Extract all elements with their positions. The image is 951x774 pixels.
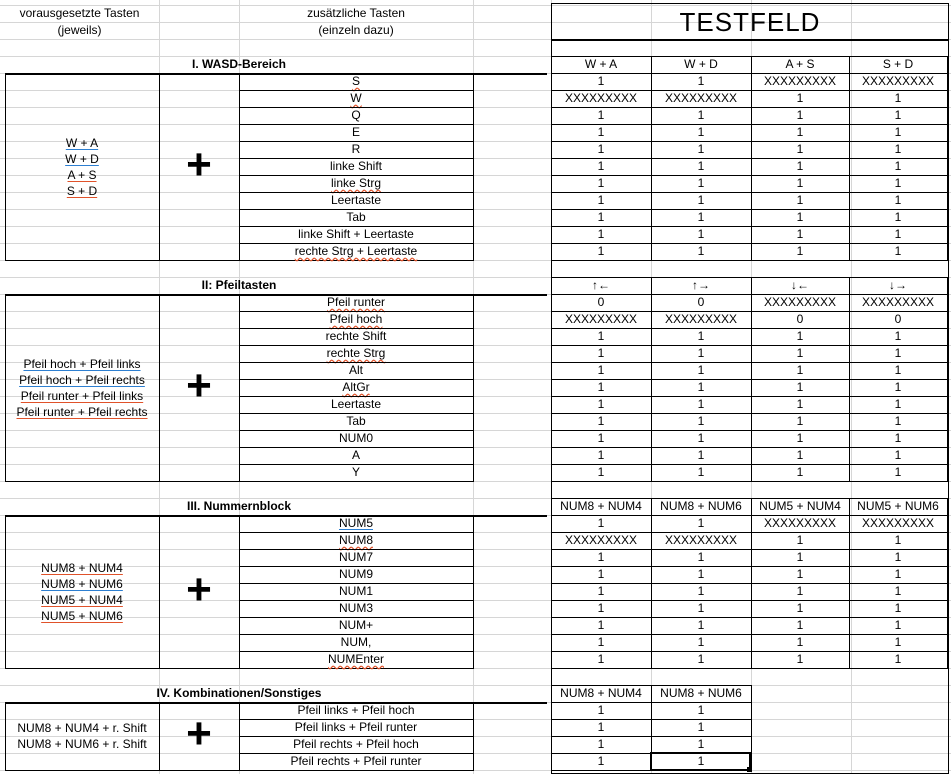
key-text: Tab (346, 210, 366, 224)
selection-handle[interactable] (747, 767, 752, 772)
result-value: 1 (894, 91, 902, 105)
result-value: 1 (597, 754, 605, 768)
condition-label (5, 372, 159, 388)
result-value: 1 (697, 516, 705, 530)
result-value: XXXXXXXXX (763, 516, 837, 530)
key-label (239, 583, 473, 600)
key-label (239, 192, 473, 209)
result-value: 1 (697, 210, 705, 224)
result-value: XXXXXXXXX (564, 91, 638, 105)
condition-text: Pfeil hoch + Pfeil rechts (19, 372, 145, 387)
result-column-header: NUM5 + NUM6 (857, 499, 939, 513)
key-text: NUM9 (338, 567, 373, 581)
header-mid-line2: (einzeln dazu) (318, 23, 394, 37)
result-value: 1 (597, 720, 605, 734)
testfeld-title: TESTFELD (679, 7, 821, 37)
result-value: 1 (597, 210, 605, 224)
result-value: 1 (597, 567, 605, 581)
result-value: 1 (597, 397, 605, 411)
result-value: XXXXXXXXX (664, 533, 738, 547)
section-title: I. WASD-Bereich (191, 57, 287, 71)
key-label (239, 753, 473, 770)
result-value: 1 (796, 431, 804, 445)
condition-text: NUM8 + NUM4 + r. Shift (17, 721, 147, 735)
result-value: 1 (894, 584, 902, 598)
result-value: 1 (597, 159, 605, 173)
result-value: 1 (597, 244, 605, 258)
key-label (239, 413, 473, 430)
result-value: 1 (796, 108, 804, 122)
result-column-header: S + D (882, 57, 914, 71)
result-value: 1 (894, 227, 902, 241)
key-label (239, 328, 473, 345)
result-value: 0 (796, 312, 804, 326)
result-value: 1 (697, 584, 705, 598)
result-value: 1 (597, 465, 605, 479)
result-column-header: NUM8 + NUM6 (660, 686, 742, 700)
result-column-header: NUM8 + NUM4 (560, 686, 642, 700)
result-value: 1 (597, 618, 605, 632)
plus-sign: + (186, 709, 212, 758)
result-value: 1 (697, 176, 705, 190)
result-value: 1 (796, 380, 804, 394)
key-label (239, 107, 473, 124)
key-text: Q (351, 108, 361, 122)
key-text: Pfeil rechts + Pfeil hoch (293, 737, 419, 751)
result-value: 1 (796, 584, 804, 598)
result-value: 1 (597, 737, 605, 751)
key-text: linke Shift (329, 159, 383, 173)
result-column-header: ↑→ (692, 278, 710, 292)
key-label (239, 73, 473, 90)
result-value: 1 (597, 176, 605, 190)
key-label (239, 141, 473, 158)
result-value: 1 (697, 601, 705, 615)
key-text: rechte Strg + Leertaste (294, 244, 418, 258)
key-label (239, 515, 473, 532)
result-value: 1 (796, 142, 804, 156)
result-value: 1 (697, 159, 705, 173)
result-value: 1 (697, 720, 705, 734)
result-value: 1 (597, 125, 605, 139)
result-value: 1 (796, 176, 804, 190)
result-column-header: NUM8 + NUM6 (660, 499, 742, 513)
selected-cell[interactable] (650, 752, 751, 771)
result-value: 1 (597, 703, 605, 717)
key-label (239, 617, 473, 634)
result-value: 1 (796, 346, 804, 360)
result-value: 1 (796, 533, 804, 547)
result-value: 1 (796, 448, 804, 462)
condition-text: NUM8 + NUM6 (41, 576, 123, 591)
result-value: 1 (697, 618, 705, 632)
key-text: NUM1 (338, 584, 373, 598)
key-label (239, 634, 473, 651)
header-left-line1: vorausgesetzte Tasten (19, 6, 140, 20)
result-value: 1 (597, 601, 605, 615)
result-value: 1 (597, 74, 605, 88)
result-value: 1 (597, 431, 605, 445)
result-value: 1 (894, 601, 902, 615)
result-value: XXXXXXXXX (564, 312, 638, 326)
result-value: 1 (894, 142, 902, 156)
result-value: 1 (796, 193, 804, 207)
result-value: 1 (894, 176, 902, 190)
result-value: 0 (597, 295, 605, 309)
key-text: NUM, (340, 635, 372, 649)
condition-text: NUM5 + NUM6 (41, 608, 123, 623)
result-value: 1 (894, 108, 902, 122)
key-text: linke Strg (330, 176, 382, 190)
key-text: Pfeil runter (326, 295, 386, 309)
result-value: 1 (796, 244, 804, 258)
result-value: 1 (597, 363, 605, 377)
result-value: 1 (796, 601, 804, 615)
condition-label (5, 404, 159, 420)
key-text: Leertaste (330, 193, 382, 207)
key-text: Pfeil hoch (329, 312, 383, 326)
result-value: 1 (697, 414, 705, 428)
result-column-header: A + S (785, 57, 815, 71)
plus-sign: + (186, 139, 212, 189)
header-left-line2: (jeweils) (57, 23, 102, 37)
result-value: 1 (894, 397, 902, 411)
result-value: 1 (597, 193, 605, 207)
condition-text: NUM5 + NUM4 (41, 592, 123, 607)
key-text: Leertaste (330, 397, 382, 411)
condition-label (5, 167, 159, 183)
section-title: IV. Kombinationen/Sonstiges (156, 686, 322, 700)
section-title: II: Pfeiltasten (201, 278, 277, 292)
key-text: NUM7 (338, 550, 373, 564)
key-text: NUMEnter (327, 652, 384, 666)
condition-label (5, 736, 159, 752)
result-value: 1 (894, 431, 902, 445)
result-value: 1 (597, 142, 605, 156)
key-label (239, 175, 473, 192)
condition-label (5, 560, 159, 576)
result-value: 1 (697, 125, 705, 139)
result-value: 1 (697, 754, 705, 768)
result-value: 1 (697, 74, 705, 88)
result-value: 1 (796, 652, 804, 666)
result-column-header: ↓← (791, 278, 809, 292)
testfeld-title-line (551, 39, 949, 41)
result-value: 1 (697, 244, 705, 258)
result-value: 1 (697, 431, 705, 445)
result-value: 1 (697, 635, 705, 649)
result-value: 1 (894, 210, 902, 224)
result-value: 1 (796, 363, 804, 377)
result-value: 1 (597, 448, 605, 462)
condition-text: Pfeil hoch + Pfeil links (23, 356, 141, 371)
result-value: 1 (894, 618, 902, 632)
condition-label (5, 151, 159, 167)
key-text: AltGr (342, 380, 370, 394)
result-value: 1 (894, 380, 902, 394)
key-label (239, 294, 473, 311)
result-value: 1 (894, 414, 902, 428)
key-text: S (351, 74, 360, 88)
condition-text: Pfeil runter + Pfeil rechts (16, 404, 148, 419)
result-value: 1 (597, 516, 605, 530)
result-value: 1 (796, 414, 804, 428)
key-text: Pfeil links + Pfeil hoch (297, 703, 415, 717)
result-value: 1 (894, 652, 902, 666)
key-label (239, 447, 473, 464)
result-value: 1 (796, 329, 804, 343)
result-value: 1 (697, 227, 705, 241)
result-value: 1 (894, 363, 902, 377)
key-label (239, 549, 473, 566)
result-value: 1 (796, 227, 804, 241)
header-mid-line1: zusätzliche Tasten (307, 6, 405, 20)
key-label (239, 566, 473, 583)
result-value: 1 (894, 159, 902, 173)
result-column-header: NUM5 + NUM4 (759, 499, 841, 513)
key-label (239, 736, 473, 753)
result-value: 1 (796, 397, 804, 411)
key-label (239, 396, 473, 413)
key-label (239, 90, 473, 107)
key-text: W (350, 91, 362, 105)
result-value: 1 (697, 737, 705, 751)
result-value: XXXXXXXXX (763, 295, 837, 309)
key-label (239, 243, 473, 260)
key-label (239, 158, 473, 175)
result-value: 1 (697, 465, 705, 479)
result-value: 1 (894, 533, 902, 547)
result-value: 1 (697, 193, 705, 207)
key-label (239, 226, 473, 243)
condition-label (5, 388, 159, 404)
condition-label (5, 356, 159, 372)
key-label (239, 430, 473, 447)
key-text: NUM0 (338, 431, 373, 445)
key-label (239, 464, 473, 481)
plus-sign: + (186, 360, 212, 410)
result-value: 1 (894, 567, 902, 581)
condition-text: W + A (65, 135, 99, 150)
condition-text: S + D (66, 183, 98, 198)
key-text: NUM3 (338, 601, 373, 615)
result-value: 0 (894, 312, 902, 326)
plus-sign: + (186, 564, 212, 614)
result-column-header: ↓→ (889, 278, 907, 292)
condition-label (5, 576, 159, 592)
result-value: 1 (697, 363, 705, 377)
result-value: 1 (894, 193, 902, 207)
result-value: XXXXXXXXX (664, 91, 738, 105)
result-value: 1 (697, 550, 705, 564)
result-value: 1 (894, 448, 902, 462)
result-value: 1 (796, 618, 804, 632)
key-text: R (351, 142, 361, 156)
key-text: Alt (348, 363, 363, 377)
key-label (239, 362, 473, 379)
key-text: rechte Shift (325, 329, 387, 343)
result-value: 1 (697, 329, 705, 343)
result-column-header: W + A (584, 57, 618, 71)
result-value: 1 (894, 465, 902, 479)
result-value: XXXXXXXXX (664, 312, 738, 326)
key-text: A (351, 448, 360, 462)
result-value: 1 (697, 142, 705, 156)
key-text: linke Shift + Leertaste (298, 227, 414, 241)
key-text: NUM5 (338, 516, 373, 530)
key-text: NUM+ (338, 618, 374, 632)
key-text: rechte Strg (326, 346, 386, 360)
key-label (239, 311, 473, 328)
key-label (239, 719, 473, 736)
result-value: 1 (796, 210, 804, 224)
result-value: 1 (796, 465, 804, 479)
result-value: XXXXXXXXX (861, 295, 935, 309)
key-label (239, 532, 473, 549)
result-value: 1 (894, 329, 902, 343)
result-value: 1 (697, 567, 705, 581)
result-value: 1 (597, 346, 605, 360)
key-text: E (351, 125, 360, 139)
key-label (239, 702, 473, 719)
result-value: XXXXXXXXX (763, 74, 837, 88)
key-text: Pfeil rechts + Pfeil runter (290, 754, 422, 768)
section-title: III. Nummernblock (186, 499, 292, 513)
result-value: 1 (597, 635, 605, 649)
result-value: XXXXXXXXX (861, 516, 935, 530)
key-label (239, 209, 473, 226)
condition-label (5, 592, 159, 608)
result-value: XXXXXXXXX (861, 74, 935, 88)
result-value: 1 (697, 108, 705, 122)
result-value: 0 (697, 295, 705, 309)
result-value: 1 (597, 329, 605, 343)
result-value: 1 (597, 380, 605, 394)
result-value: 1 (796, 550, 804, 564)
key-text: NUM8 (338, 533, 373, 547)
key-text: Y (351, 465, 360, 479)
result-value: 1 (597, 108, 605, 122)
result-value: 1 (796, 567, 804, 581)
result-value: 1 (697, 380, 705, 394)
result-value: 1 (597, 652, 605, 666)
result-value: 1 (697, 703, 705, 717)
result-value: 1 (796, 635, 804, 649)
key-text: Tab (346, 414, 366, 428)
result-value: XXXXXXXXX (564, 533, 638, 547)
result-column-header: ↑← (592, 278, 610, 292)
condition-label (5, 608, 159, 624)
result-value: 1 (894, 550, 902, 564)
result-value: 1 (894, 635, 902, 649)
condition-label (5, 720, 159, 736)
condition-text: NUM8 + NUM6 + r. Shift (17, 737, 147, 751)
result-value: 1 (597, 550, 605, 564)
result-value: 1 (697, 448, 705, 462)
condition-text: Pfeil runter + Pfeil links (20, 388, 144, 403)
result-value: 1 (597, 414, 605, 428)
result-value: 1 (796, 125, 804, 139)
condition-text: A + S (67, 167, 97, 182)
result-value: 1 (597, 227, 605, 241)
result-value: 1 (697, 346, 705, 360)
key-text: Pfeil links + Pfeil runter (294, 720, 418, 734)
result-value: 1 (597, 584, 605, 598)
result-value: 1 (796, 159, 804, 173)
condition-text: W + D (65, 151, 99, 166)
result-value: 1 (796, 91, 804, 105)
key-label (239, 379, 473, 396)
result-value: 1 (697, 397, 705, 411)
result-column-header: NUM8 + NUM4 (560, 499, 642, 513)
key-label (239, 345, 473, 362)
condition-label (5, 135, 159, 151)
result-column-header: W + D (684, 57, 718, 71)
condition-text: NUM8 + NUM4 (41, 560, 123, 575)
key-label (239, 124, 473, 141)
key-label (239, 651, 473, 668)
condition-label (5, 183, 159, 199)
result-value: 1 (894, 125, 902, 139)
result-value: 1 (894, 346, 902, 360)
result-value: 1 (697, 652, 705, 666)
result-value: 1 (894, 244, 902, 258)
key-label (239, 600, 473, 617)
